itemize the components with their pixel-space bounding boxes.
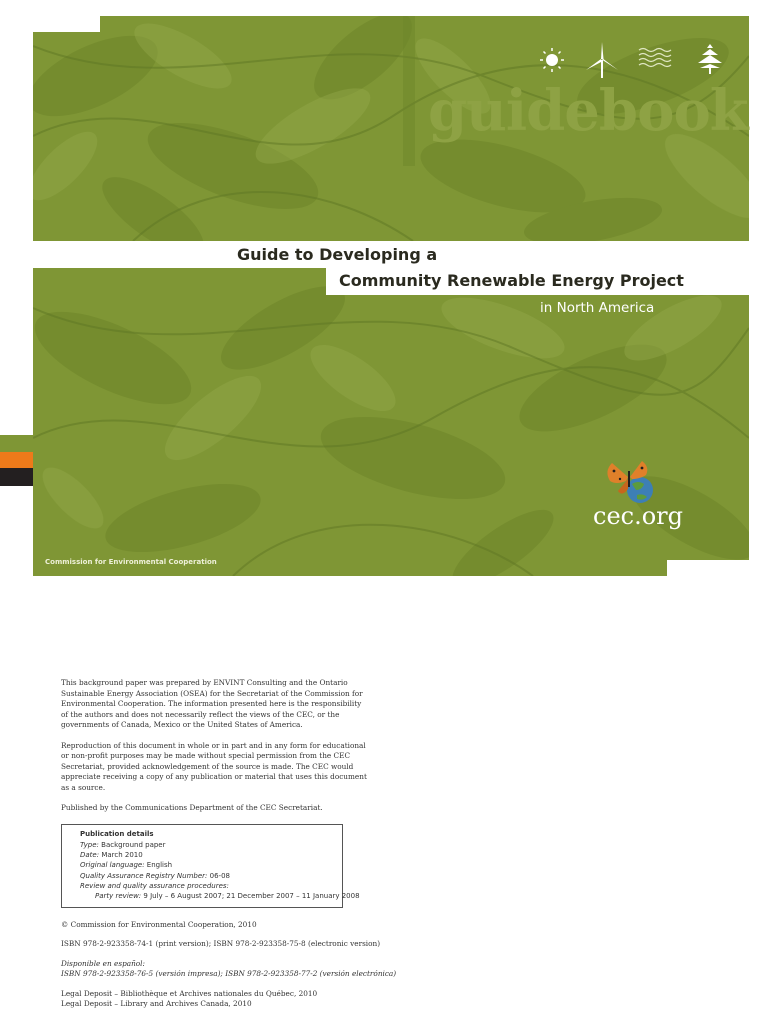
details-language	[80, 860, 334, 870]
reproduction-paragraph	[61, 741, 381, 794]
sun-icon	[538, 42, 574, 78]
label: Original language:	[80, 861, 145, 870]
cover-title-line2: Community Renewable Energy Project	[326, 268, 749, 295]
value: 9 July – 6 August 2007; 21 December 2007 – 11 January 2008	[141, 892, 360, 901]
label: Quality Assurance Registry Number:	[80, 871, 208, 880]
text-line: as a source.	[61, 782, 106, 792]
watermark-text: guidebook	[428, 78, 748, 144]
legal-deposit-quebec: Legal Deposit – Bibliothèque et Archives nationales du Québec, 2010	[61, 988, 318, 998]
spanish-isbn: ISBN 978-2-923358-76-5 (versión impresa); ISBN 978-2-923358-77-2 (versión electrónica)	[61, 969, 397, 979]
cover-title-line1: Guide to Developing a	[229, 241, 433, 268]
publication-details-box	[61, 824, 360, 908]
text-line: Reproduction of this document in whole or in part and in any form for educational	[61, 740, 366, 750]
cover-subtitle: in North America	[540, 300, 655, 316]
details-type	[80, 840, 334, 850]
side-tab-black	[0, 468, 33, 486]
details-party-review	[80, 891, 360, 901]
copyright: © Commission for Environmental Cooperation, 2010	[61, 919, 257, 929]
text-line: governments of Canada, Mexico or the United States of America.	[61, 720, 303, 729]
details-qa-number	[80, 871, 334, 881]
isbn: ISBN 978-2-923358-74-1 (print version); ISBN 978-2-923358-75-8 (electronic version)	[61, 939, 381, 949]
value: March 2010	[99, 851, 143, 860]
publication-info	[61, 678, 397, 1010]
cec-url: cec.org	[593, 502, 683, 530]
value: English	[144, 861, 173, 870]
text-line: Environmental Cooperation. The information presented here is the responsibility	[61, 699, 362, 708]
publisher-name: Commission for Environmental Cooperation	[45, 558, 217, 566]
details-date	[80, 850, 334, 860]
label: Review and quality assurance procedures:	[80, 881, 229, 890]
value: 06-08	[207, 871, 230, 880]
water-waves-icon	[638, 42, 674, 78]
label: Type:	[80, 840, 99, 849]
published-by: Published by the Communications Department of the CEC Secretariat.	[61, 803, 323, 812]
value: Background paper	[98, 840, 166, 849]
details-heading: Publication details	[80, 829, 154, 838]
text-line: Secretariat, provided acknowledgement of the source is made. The CEC would	[61, 761, 354, 771]
cover-notch	[667, 560, 749, 576]
wind-turbine-icon	[584, 42, 620, 78]
leaf-tree-icon	[692, 42, 728, 78]
details-review	[80, 881, 334, 891]
cec-butterfly-globe-logo	[604, 457, 660, 505]
text-line: or non-profit purposes may be made without special permission from the CEC	[61, 751, 351, 760]
text-line: This background paper was prepared by ENVINT Consulting and the Ontario	[61, 678, 348, 687]
legal-deposit-canada: Legal Deposit – Library and Archives Canada, 2010	[61, 999, 252, 1009]
background-paragraph	[61, 678, 381, 731]
label: Date:	[80, 851, 100, 860]
spanish-availability: Disponible en español:	[61, 958, 145, 968]
text-line: Sustainable Energy Association (OSEA) for the Secretariat of the Commission for	[61, 688, 363, 698]
side-tab-orange	[0, 452, 33, 468]
text-line: appreciate receiving a copy of any publication or material that uses this document	[61, 772, 367, 781]
text-line: of the authors and does not necessarily reflect the views of the CEC, or the	[61, 709, 340, 719]
label: Party review:	[95, 892, 142, 901]
side-tab-green	[0, 435, 33, 452]
cover-notch	[33, 16, 100, 32]
